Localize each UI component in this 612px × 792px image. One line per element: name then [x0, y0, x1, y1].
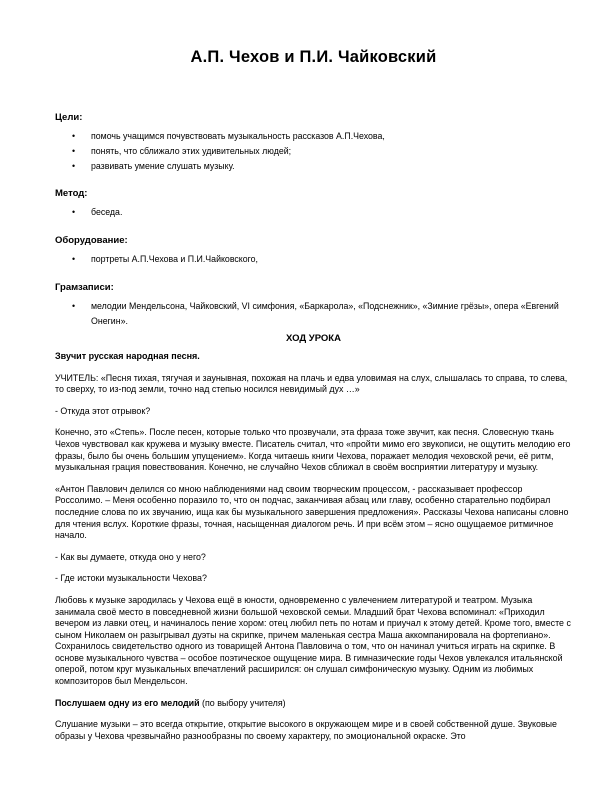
listen-note: (по выбору учителя) [199, 697, 286, 708]
equipment-list [55, 252, 572, 267]
paragraph-rossolimo: «Антон Павлович делился со мною наблюдениями над своим творческим процессом, - рассказывает профессор Россолимо. – Меня особенно поразило то, что он подчас, заканчивая абзац или главу, особенно старательно подбирал последние слова по их звучанию, ища как бы музыкального завершения предложения». Рассказы Чехова написаны словно для чтения вслух. Короткие фразы, точная, насыщенная диалогом речь. И при всём этом – ясно ощущаемое ритмичное начало. [55, 483, 569, 541]
bullet-icon: • [72, 254, 76, 264]
paragraph-steppe: Конечно, это «Степь». После песен, которые только что прозвучали, эта фраза тоже звучит, как песня. Словесную ткань Чехов чувствовал как кружева и музыку вместе. Писатель считал, что «пройти мимо его звукописи, не ощутить мелодию его фразы, было бы очень большим упущением». Когда читаешь книги Чехова, поражает мелодия чеховской речи, её ритм, музыкальная грация повествования. Конечно, не случайно Чехов сближал в своём восприятии литературу и музыку. [55, 427, 571, 473]
list-item: • понять, что сближало этих удивительных людей; [72, 144, 572, 159]
question-sources: - Где истоки музыкальности Чехова? [55, 573, 207, 584]
goals-list [55, 129, 572, 174]
equipment-heading: Оборудование: [55, 235, 128, 246]
listen-bold-text: Послушаем одну из его мелодий [55, 697, 200, 708]
listen-line [55, 698, 572, 710]
list-item: • мелодии Мендельсона, Чайковский, VI симфония, «Баркарола», «Подснежник», «Зимние грёзы», опера «Евгений Онегин». [72, 301, 559, 326]
bullet-icon: • [72, 131, 76, 141]
folk-song-line: Звучит русская народная песня. [55, 351, 200, 361]
lesson-heading: ХОД УРОКА [286, 333, 341, 344]
teacher-quote: УЧИТЕЛЬ: «Песня тихая, тягучая и заунывная, похожая на плачь и едва уловимая на слух, слышалась то справа, то слева, то сверху, то из-под земли, точно над степью носился невидимый дух …» [55, 372, 568, 395]
paragraph-listening: Слушание музыки – это всегда открытие, открытие высокого в окружающем мире и в своей собственной душе. Звуковые образы у Чехова чрезвычайно разнообразны по своему характеру, по эмоциональной окраске. Это [55, 719, 557, 741]
document-title: А.П. Чехов и П.И. Чайковский [190, 48, 437, 66]
list-item: • помочь учащимся почувствовать музыкальность рассказов А.П.Чехова, [72, 129, 572, 144]
list-item: • беседа. [72, 205, 572, 220]
question-why: - Как вы думаете, откуда оно у него? [55, 551, 206, 562]
bullet-icon: • [72, 146, 76, 156]
goals-heading: Цели: [55, 112, 83, 123]
list-item: • портреты А.П.Чехова и П.И.Чайковского, [72, 252, 572, 267]
records-list [55, 299, 572, 329]
bullet-icon: • [72, 207, 76, 217]
question-excerpt: - Откуда этот отрывок? [55, 405, 151, 416]
bullet-icon: • [72, 301, 76, 311]
method-list [55, 205, 572, 220]
list-item: • развивать умение слушать музыку. [72, 159, 572, 174]
method-heading: Метод: [55, 188, 88, 199]
bullet-icon: • [72, 161, 76, 171]
paragraph-youth: Любовь к музыке зародилась у Чехова ещё в юности, одновременно с увлечением литературой и театром. Музыка занимала своё место в повседневной жизни большой чеховской семьи. Младший брат Чехова вспоминал: «Приходил вечером из лавки отец, и начиналось пение хором: отец любил петь по нотам и приучал к этому детей. Кроме того, вместе с сыном Николаем он разыгрывал дуэты на скрипке, причем маленькая сестра Маша аккомпанировала на фортепиано». Сохранилось свидетельство одного из товарищей Антона Павловича о том, что он начинал учиться играть на скрипке. В основе музыкального чувства – особое поэтическое ощущение мира. В гимназические годы Чехов увлекался итальянской оперой, потом круг музыкальных впечатлений расширился: он слушал симфоническую музыку. Одним из любимых композиторов был Мендельсон. [55, 594, 571, 687]
records-heading: Грамзаписи: [55, 282, 114, 293]
